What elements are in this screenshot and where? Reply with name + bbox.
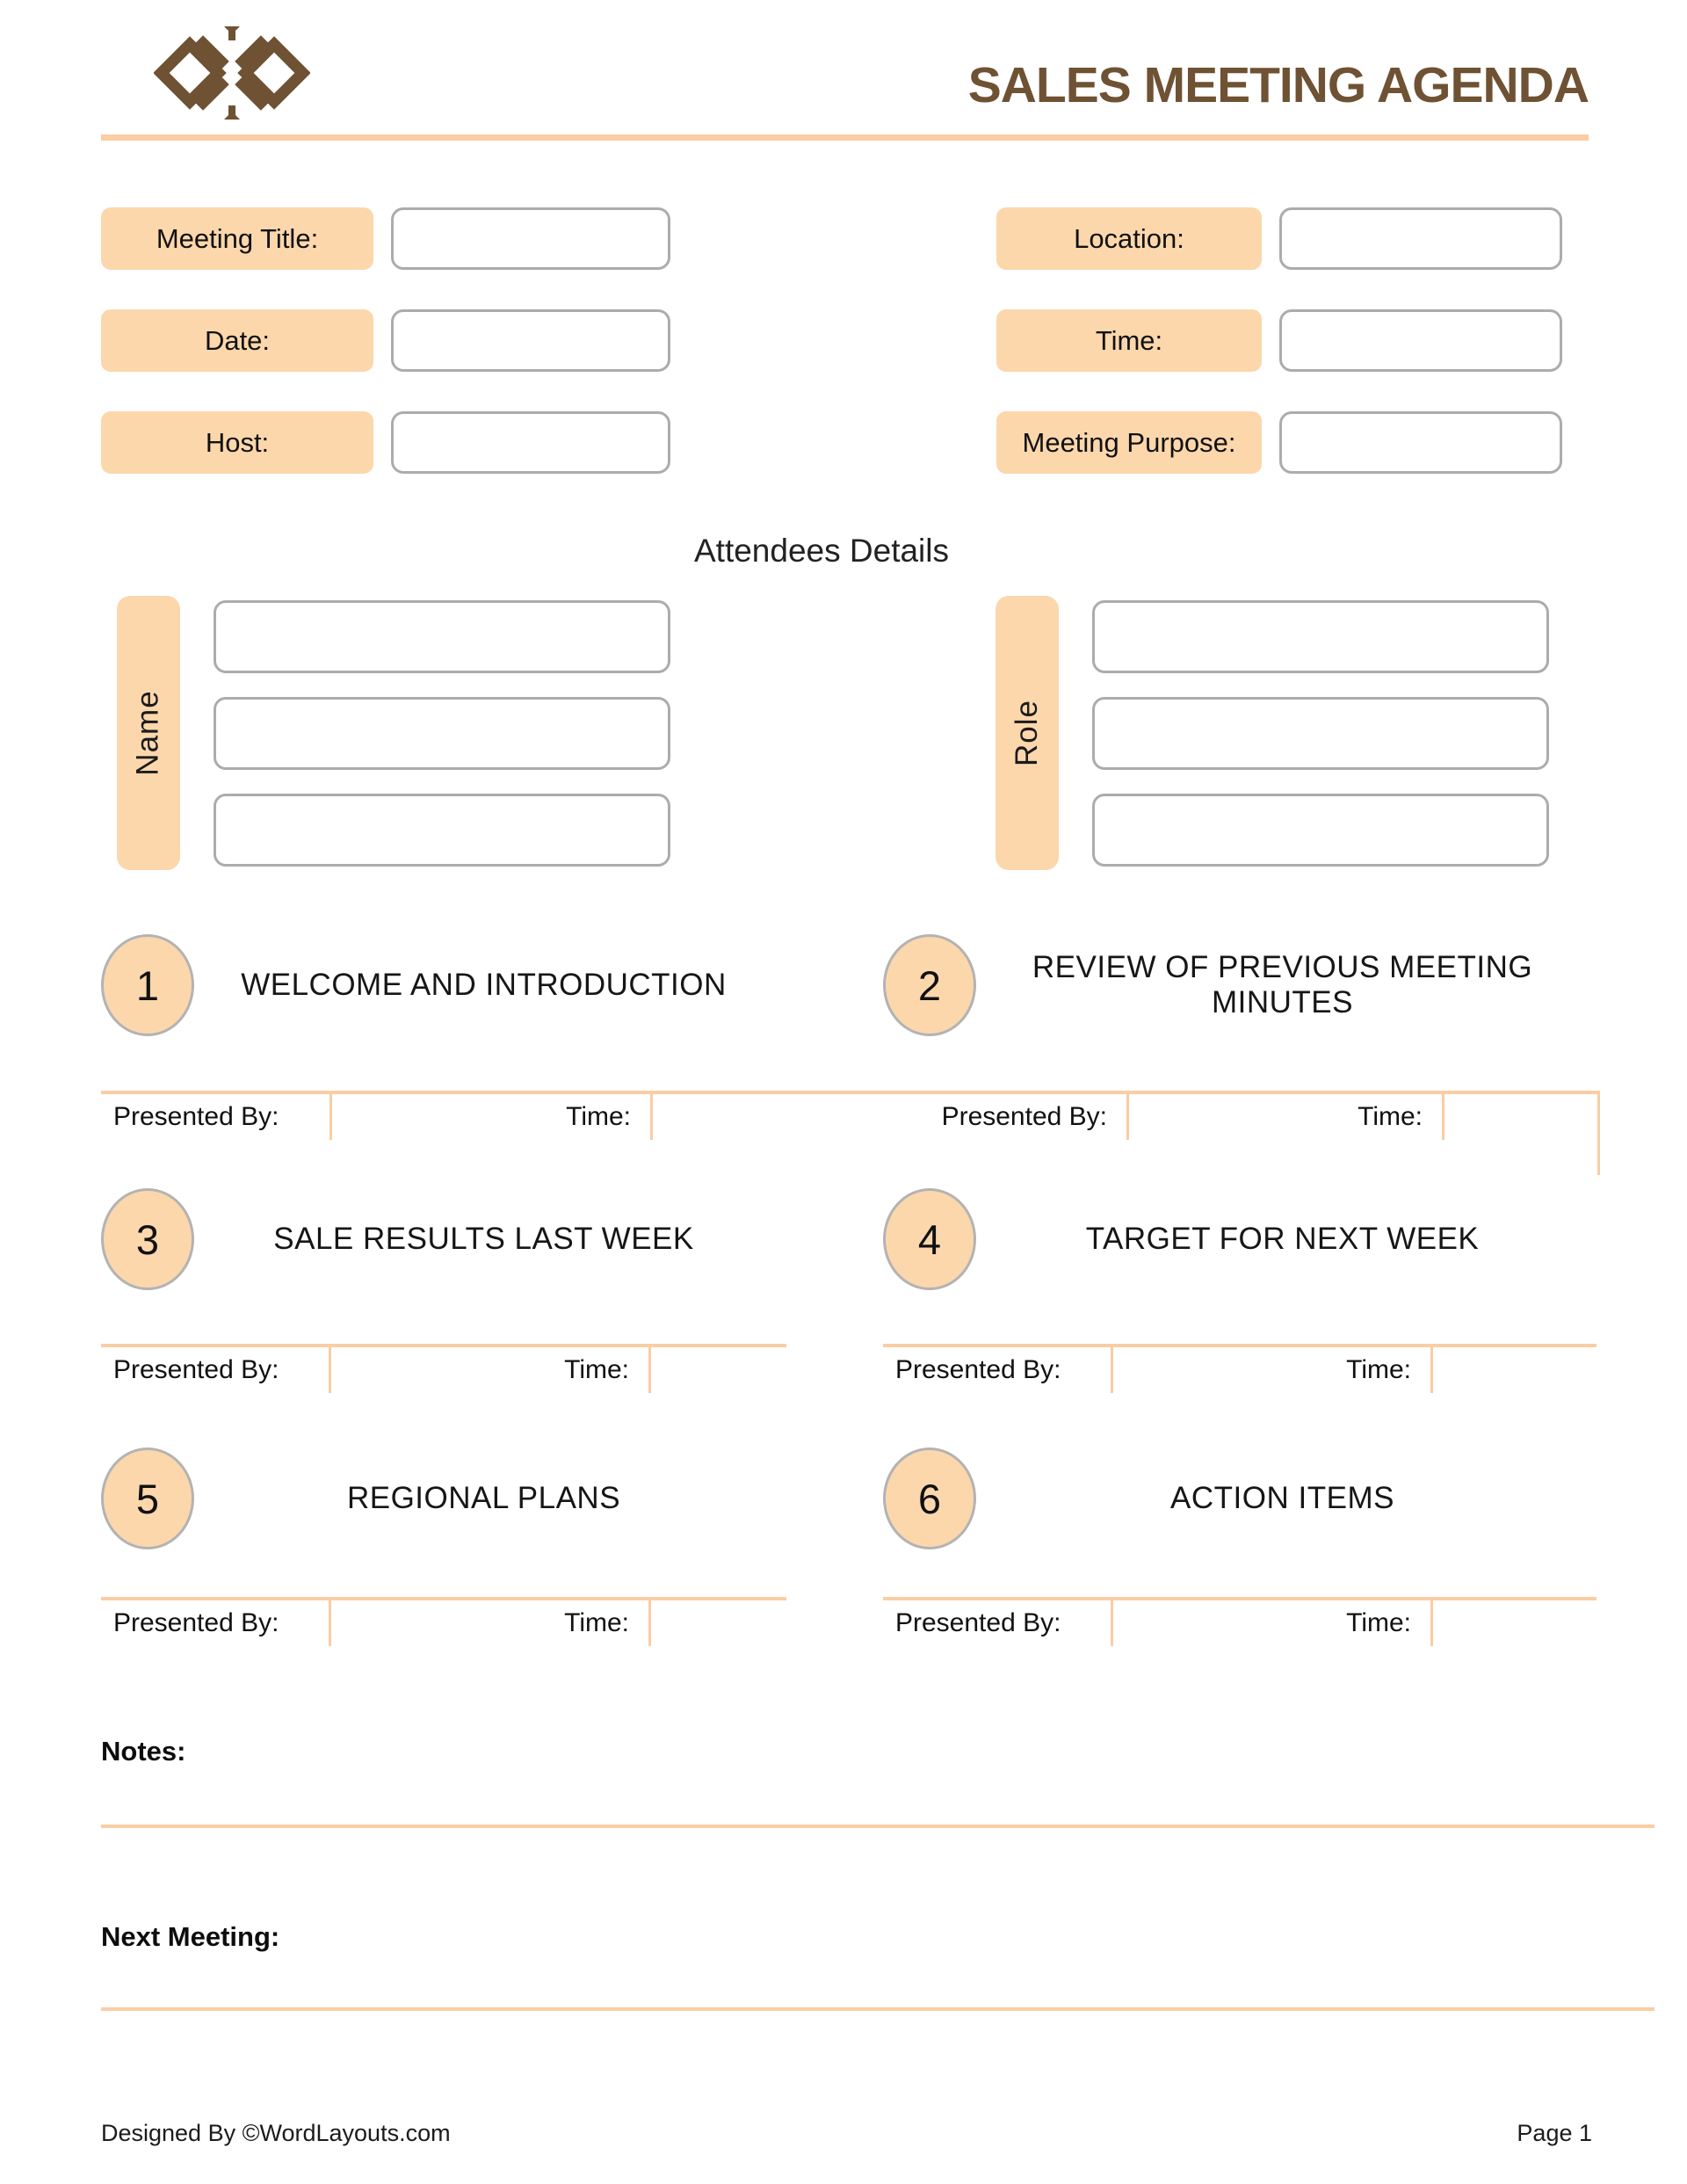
time-label: Time: [564,1608,629,1637]
time-input-cell [1433,1600,1596,1646]
agenda-item-number: 2 [883,934,976,1036]
presented-time-table-right [883,1597,1596,1646]
presented-by-input-cell [331,1600,651,1646]
notes-writing-line [101,1825,1654,1828]
time-input-cell [653,1094,1129,1140]
agenda-item-5 [101,1448,773,1549]
time-input[interactable] [1433,1600,1596,1646]
date-label: Date: [101,309,373,372]
presented-by-input[interactable] [332,1094,566,1140]
time-label: Time: [564,1355,629,1384]
attendee-name-input-1[interactable] [214,600,670,673]
form-left-column [101,207,670,474]
agenda-item-3 [101,1188,773,1290]
presented-by-label: Presented By: [113,1102,279,1131]
name-column-label [117,596,180,870]
presented-time-table-left [101,1344,786,1393]
agenda-row-1 [101,934,1589,1036]
presented-time-table-left [101,1597,786,1646]
presented-by-cell [101,1347,331,1393]
next-meeting-writing-line [101,2007,1654,2011]
attendee-role-input-2[interactable] [1092,697,1549,770]
agenda-item-number: 1 [101,934,194,1036]
time-label: Time: [566,1102,631,1131]
presented-by-input[interactable] [1113,1600,1346,1646]
time-input[interactable] [653,1094,942,1140]
location-row [996,207,1562,270]
attendees-section [117,596,1549,870]
presented-by-input[interactable] [331,1600,564,1646]
presented-by-cell [883,1347,1113,1393]
presented-by-cell [101,1600,331,1646]
time-input[interactable] [1279,309,1562,372]
presented-time-table-right [883,1344,1596,1393]
notes-label: Notes: [101,1736,186,1767]
meeting-info-form [101,207,1562,474]
attendees-name-column [117,596,670,870]
agenda-item-4 [883,1188,1589,1290]
meeting-title-label: Meeting Title: [101,207,373,270]
agenda-item-2 [883,934,1589,1036]
presented-time-row-3 [101,1597,1596,1646]
presented-by-cell [883,1600,1113,1646]
agenda-item-title: REGIONAL PLANS [346,1481,621,1515]
name-inputs [214,600,670,867]
presented-by-input[interactable] [331,1347,564,1393]
time-input-cell [1433,1347,1596,1393]
time-label: Time: [1346,1608,1411,1637]
time-label: Time: [1358,1102,1423,1131]
attendee-name-input-3[interactable] [214,794,670,867]
presented-time-row-1 [101,1091,1600,1140]
agenda-item-title: SALE RESULTS LAST WEEK [273,1222,694,1256]
page-title: SALES MEETING AGENDA [967,57,1589,113]
meeting-purpose-row [996,411,1562,474]
agenda-item-number: 5 [101,1448,194,1549]
next-meeting-label: Next Meeting: [101,1921,280,1952]
time-input-cell [1444,1094,1600,1140]
footer-page-number: Page 1 [1517,2120,1592,2146]
host-row [101,411,670,474]
agenda-item-6 [883,1448,1589,1549]
agenda-item-title: ACTION ITEMS [1170,1481,1394,1515]
attendees-role-column [996,596,1549,870]
agenda-item-number: 6 [883,1448,976,1549]
role-column-label [996,596,1059,870]
presented-by-cell [101,1094,332,1140]
presented-by-label: Presented By: [941,1102,1107,1131]
brand-logo [154,26,310,120]
location-input[interactable] [1279,207,1562,270]
table-right-border [1597,1091,1600,1175]
time-input-cell [651,1600,786,1646]
agenda-item-title: WELCOME AND INTRODUCTION [241,968,727,1002]
meeting-purpose-input[interactable] [1279,411,1562,474]
header-divider [101,134,1589,141]
time-input[interactable] [1444,1094,1600,1140]
date-input[interactable] [391,309,670,372]
presented-by-label: Presented By: [895,1355,1061,1384]
presented-by-input-cell [332,1094,653,1140]
time-input[interactable] [1433,1347,1596,1393]
presented-by-input-cell [1113,1600,1433,1646]
presented-by-input-cell [331,1347,651,1393]
host-label: Host: [101,411,373,474]
agenda-item-title: REVIEW OF PREVIOUS MEETING MINUTES [1032,950,1533,1019]
presented-by-input-cell [1113,1347,1433,1393]
date-row [101,309,670,372]
agenda-row-3 [101,1448,1589,1549]
attendee-role-input-1[interactable] [1092,600,1549,673]
host-input[interactable] [391,411,670,474]
time-row [996,309,1562,372]
time-label: Time: [996,309,1262,372]
agenda-item-title: TARGET FOR NEXT WEEK [1085,1222,1480,1256]
name-column-label-text: Name [131,690,165,776]
role-column-label-text: Role [1010,700,1045,766]
presented-time-row-2 [101,1344,1596,1393]
meeting-purpose-label: Meeting Purpose: [996,411,1262,474]
presented-by-label: Presented By: [895,1608,1061,1637]
meeting-title-row [101,207,670,270]
attendee-name-input-2[interactable] [214,697,670,770]
time-input[interactable] [651,1600,786,1646]
time-label: Time: [1346,1355,1411,1384]
role-inputs [1092,600,1549,867]
time-input[interactable] [651,1347,786,1393]
presented-by-input-cell [1129,1094,1444,1140]
agenda-item-number: 4 [883,1188,976,1290]
presented-by-label: Presented By: [113,1608,279,1637]
presented-by-input[interactable] [1129,1094,1358,1140]
presented-by-label: Presented By: [113,1355,279,1384]
diamond-ornament-icon [154,26,310,120]
attendee-role-input-3[interactable] [1092,794,1549,867]
location-label: Location: [996,207,1262,270]
agenda-item-1 [101,934,773,1036]
attendees-heading: Attendees Details [693,533,949,569]
presented-by-input[interactable] [1113,1347,1346,1393]
form-right-column [996,207,1562,474]
time-input-cell [651,1347,786,1393]
agenda-item-number: 3 [101,1188,194,1290]
meeting-title-input[interactable] [391,207,670,270]
footer-credit: Designed By ©WordLayouts.com [101,2120,451,2146]
agenda-row-2 [101,1188,1589,1290]
